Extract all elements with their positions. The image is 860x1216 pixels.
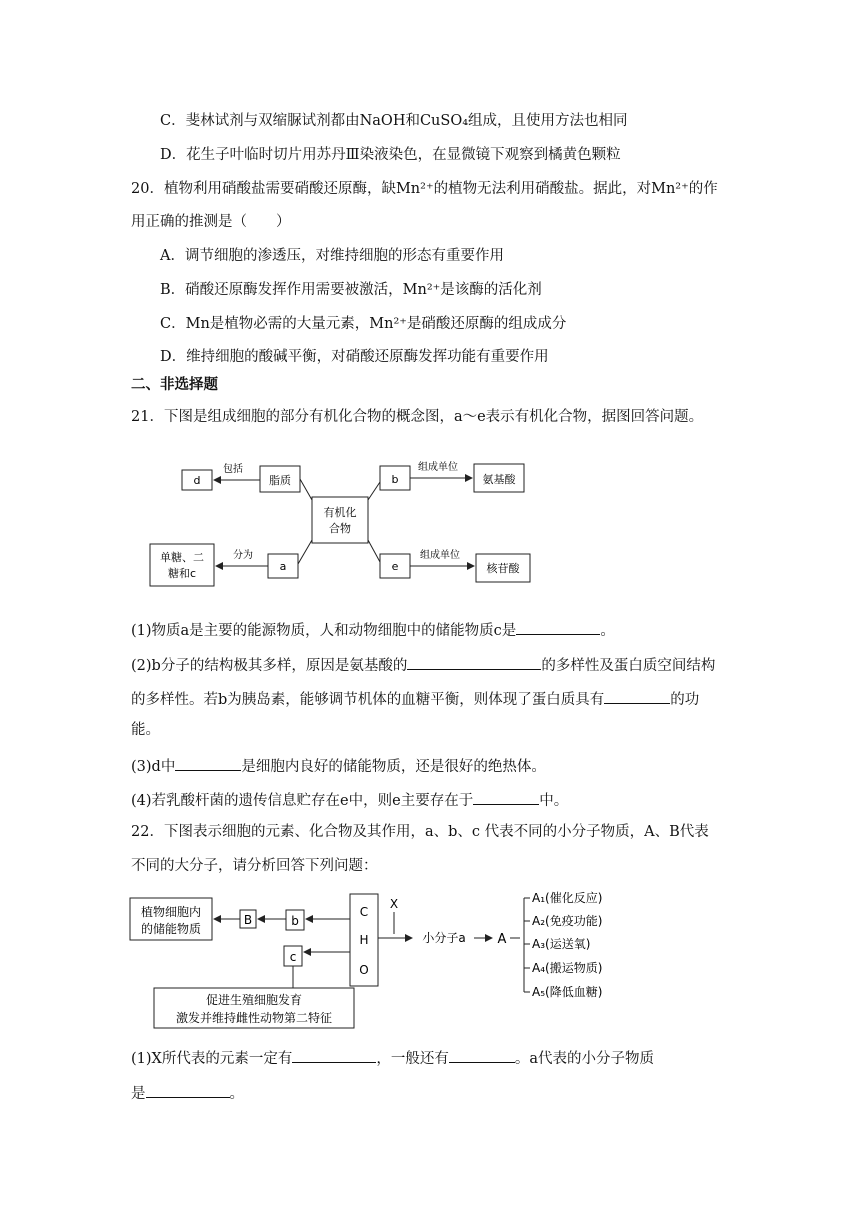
label-sugars-2: 糖和c — [167, 567, 197, 580]
q21-part2-line2: 的多样性。若b为胰岛素，能够调节机体的血糖平衡，则体现了蛋白质具有 的功 — [131, 687, 699, 710]
label-A3: A₃(运送氧) — [532, 937, 591, 951]
q21-concept-map — [140, 452, 540, 590]
answer-blank-4[interactable] — [175, 754, 241, 771]
label-h-elem: H — [359, 933, 369, 947]
label-c-small: c — [289, 950, 297, 964]
q22-part1: (1)X所代表的元素一定有 ，一般还有 。a代表的小分子物质 — [131, 1046, 654, 1069]
label-A2: A₂(免疫功能) — [532, 914, 603, 928]
label-B: B — [243, 913, 253, 927]
label-sugars-1: 单糖、二 — [160, 551, 204, 564]
q22-diagram — [126, 888, 626, 1030]
label-c-elem: C — [359, 905, 369, 919]
answer-blank-5[interactable] — [473, 788, 539, 805]
label-b-small: b — [291, 914, 299, 928]
label-amino: 氨基酸 — [482, 473, 516, 486]
label-divide: 分为 — [233, 550, 253, 561]
label-a: a — [279, 560, 287, 573]
label-A4: A₄(搬运物质) — [532, 961, 603, 975]
label-include: 包括 — [223, 464, 243, 475]
label-A5: A₅(降低血糖) — [532, 985, 603, 999]
label-o-elem: O — [359, 963, 369, 977]
label-X: X — [389, 897, 399, 911]
q22-stem-line1: 22．下图表示细胞的元素、化合物及其作用，a、b、c 代表不同的小分子物质，A、B代表 — [131, 824, 709, 840]
answer-blank-6[interactable] — [292, 1046, 376, 1063]
label-small-a: 小分子a — [422, 931, 466, 945]
label-A: A — [497, 932, 507, 947]
box-center — [312, 497, 368, 543]
answer-blank-3[interactable] — [604, 687, 670, 704]
q22-stem-line2: 不同的大分子，请分析回答下列问题： — [131, 858, 378, 874]
label-d: d — [193, 474, 201, 487]
label-storage-2: 的储能物质 — [140, 922, 202, 936]
label-center-2: 合物 — [329, 522, 351, 535]
q19-option-c: C．斐林试剂与双缩脲试剂都由NaOH和CuSO₄组成，且使用方法也相同 — [160, 113, 628, 129]
label-center-1: 有机化 — [323, 506, 357, 519]
label-repro-2: 激发并维持雌性动物第二特征 — [175, 1011, 333, 1025]
q21-part4: (4)若乳酸杆菌的遗传信息贮存在e中，则e主要存在于 中。 — [131, 788, 568, 811]
q22-part1-line2: 是 。 — [131, 1081, 244, 1104]
label-unit-b: 组成单位 — [418, 462, 458, 473]
q20-option-a: A．调节细胞的渗透压，对维持细胞的形态有重要作用 — [160, 248, 504, 264]
label-nucleotide: 核苷酸 — [486, 562, 520, 575]
label-e: e — [391, 560, 399, 573]
answer-blank-2[interactable] — [407, 653, 541, 670]
q21-part3: (3)d中 是细胞内良好的储能物质，还是很好的绝热体。 — [131, 754, 546, 777]
q20-stem-line1: 20．植物利用硝酸盐需要硝酸还原酶，缺Mn²⁺的植物无法利用硝酸盐。据此，对Mn²⁺的作 — [131, 181, 718, 197]
q19-option-d: D．花生子叶临时切片用苏丹Ⅲ染液染色，在显微镜下观察到橘黄色颗粒 — [160, 147, 621, 163]
q21-stem: 21．下图是组成细胞的部分有机化合物的概念图，a～e表示有机化合物，据图回答问题。 — [131, 409, 704, 425]
q20-option-c: C．Mn是植物必需的大量元素，Mn²⁺是硝酸还原酶的组成成分 — [160, 316, 567, 332]
answer-blank-7[interactable] — [449, 1046, 515, 1063]
q21-part2-line3: 能。 — [131, 722, 160, 738]
answer-blank-1[interactable] — [516, 618, 600, 635]
label-b: b — [391, 473, 399, 486]
q20-option-b: B．硝酸还原酶发挥作用需要被激活，Mn²⁺是该酶的活化剂 — [160, 282, 542, 298]
label-A1: A₁(催化反应) — [532, 891, 603, 905]
q21-part1: (1)物质a是主要的能源物质，人和动物细胞中的储能物质c是 。 — [131, 618, 615, 641]
answer-blank-8[interactable] — [146, 1081, 230, 1098]
label-repro-1: 促进生殖细胞发育 — [205, 993, 303, 1007]
q21-part2: (2)b分子的结构极其多样，原因是氨基酸的 的多样性及蛋白质空间结构 — [131, 653, 715, 676]
label-lipid: 脂质 — [269, 474, 291, 487]
label-unit-e: 组成单位 — [420, 550, 460, 561]
q20-stem-line2: 用正确的推测是（ ） — [131, 214, 291, 230]
q20-option-d: D．维持细胞的酸碱平衡，对硝酸还原酶发挥功能有重要作用 — [160, 349, 549, 365]
label-storage-1: 植物细胞内 — [140, 905, 202, 919]
section-heading: 二、非选择题 — [131, 376, 218, 393]
